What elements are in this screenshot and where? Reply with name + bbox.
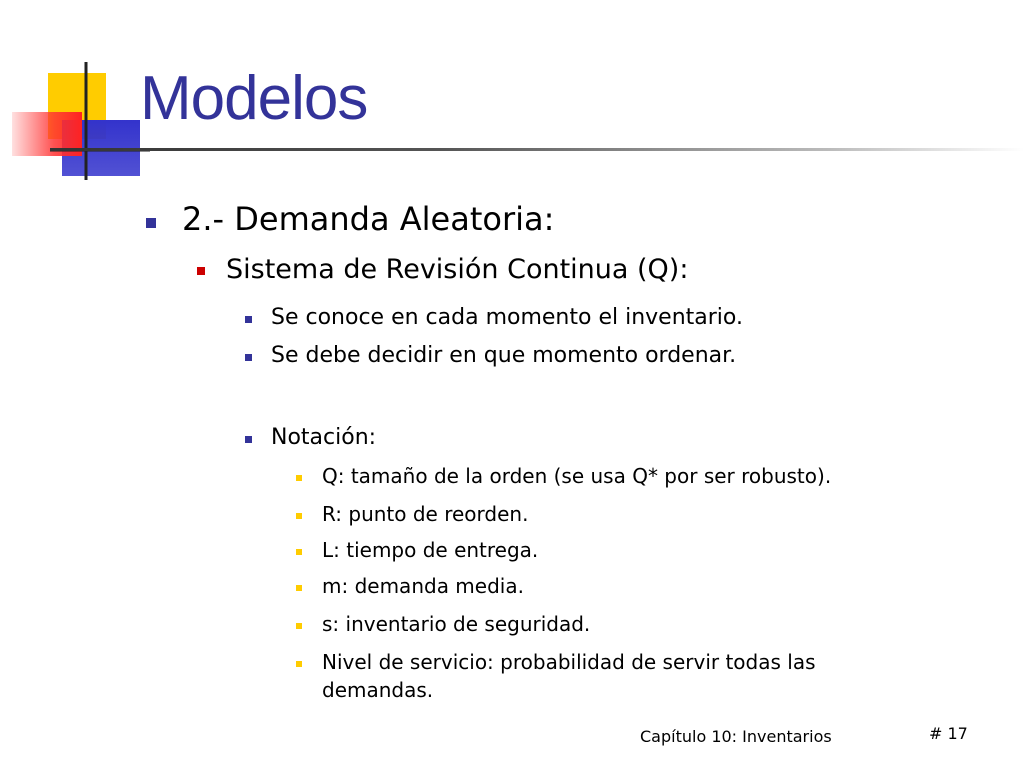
- bullet-q-tamano: [296, 462, 912, 490]
- bullet-text: Se debe decidir en que momento ordenar.: [271, 343, 737, 368]
- bullet-r-punto: [296, 500, 912, 528]
- bullet-demanda-aleatoria: [146, 197, 554, 241]
- bullet-text: m: demanda media.: [322, 574, 524, 598]
- bullet-text: L: tiempo de entrega.: [322, 538, 539, 562]
- footer-chapter-label: Capítulo 10: Inventarios: [640, 727, 832, 746]
- bullet-square-icon: [296, 585, 302, 591]
- title-divider: [50, 148, 1024, 151]
- bullet-text: R: punto de reorden.: [322, 502, 529, 526]
- bullet-square-icon: [296, 661, 302, 667]
- bullet-square-icon: [296, 513, 302, 519]
- bullet-square-icon: [296, 475, 302, 481]
- bullet-square-icon: [146, 218, 156, 228]
- bullet-square-icon: [197, 267, 205, 275]
- bullet-notacion: [245, 423, 376, 453]
- bullet-square-icon: [296, 623, 302, 629]
- bullet-square-icon: [296, 549, 302, 555]
- bullet-text: 2.- Demanda Aleatoria:: [182, 200, 555, 238]
- bullet-square-icon: [245, 436, 252, 443]
- bullet-text: s: inventario de seguridad.: [322, 612, 591, 636]
- bullet-text: Notación:: [271, 425, 377, 450]
- slide-title: Modelos: [140, 64, 368, 133]
- bullet-l-tiempo: [296, 536, 912, 564]
- slide-logo-graphic: [0, 0, 150, 200]
- bullet-text: Q: tamaño de la orden (se usa Q* por ser robusto).: [322, 464, 832, 488]
- footer-page-number: # 17: [929, 724, 968, 743]
- bullet-m-demanda: [296, 572, 912, 600]
- bullet-text: Se conoce en cada momento el inventario.: [271, 305, 743, 330]
- bullet-square-icon: [245, 354, 252, 361]
- bullet-se-debe: [245, 341, 736, 371]
- bullet-sistema-revision: [197, 252, 688, 288]
- bullet-s-inventario: [296, 610, 912, 638]
- bullet-text: Nivel de servicio: probabilidad de servir todas las demandas.: [322, 650, 816, 702]
- bullet-nivel-servicio: [296, 648, 912, 704]
- bullet-text: Sistema de Revisión Continua (Q):: [226, 254, 689, 285]
- bullet-square-icon: [245, 316, 252, 323]
- bullet-se-conoce: [245, 303, 743, 333]
